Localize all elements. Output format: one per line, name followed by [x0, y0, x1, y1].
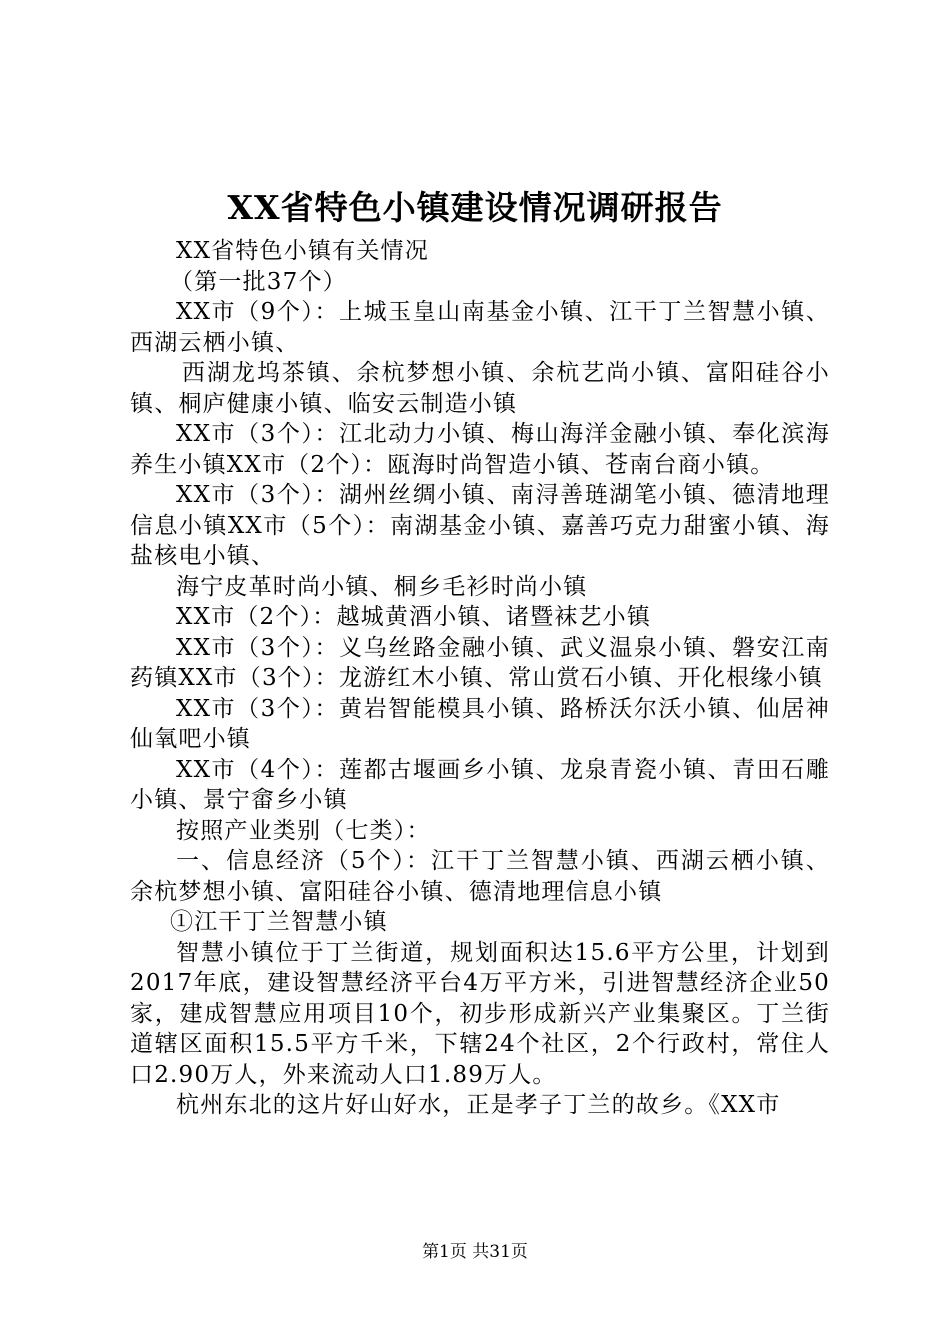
paragraph: XX市（3个）：黄岩智能模具小镇、路桥沃尔沃小镇、仙居神仙氧吧小镇 — [130, 695, 830, 752]
paragraph: （第一批37个） — [170, 268, 347, 295]
paragraph: 西湖龙坞茶镇、余杭梦想小镇、余杭艺尚小镇、富阳硅谷小镇、桐庐健康小镇、临安云制造小镇 — [130, 360, 830, 417]
paragraph: XX市（9个）：上城玉皇山南基金小镇、江干丁兰智慧小镇、西湖云栖小镇、 — [130, 299, 830, 356]
paragraph: 杭州东北的这片好山好水，正是孝子丁兰的故乡。《XX市 — [176, 1092, 781, 1118]
paragraph: XX市（3个）：江北动力小镇、梅山海洋金融小镇、奉化滨海养生小镇XX市（2个）：瓯海时尚智造小镇、苍南台商小镇。 — [130, 421, 830, 478]
paragraph: 按照产业类别（七类）： — [176, 817, 431, 844]
document-title: XX省特色小镇建设情况调研报告 — [227, 188, 723, 227]
paragraph: XX市（4个）：莲都古堰画乡小镇、龙泉青瓷小镇、青田石雕小镇、景宁畲乡小镇 — [130, 756, 830, 813]
document-body — [130, 236, 830, 1121]
paragraph: XX市（3个）：义乌丝路金融小镇、武义温泉小镇、磐安江南药镇XX市（3个）：龙游红木小镇、常山赏石小镇、开化根缘小镇 — [130, 634, 830, 691]
paragraph: 海宁皮革时尚小镇、桐乡毛衫时尚小镇 — [176, 573, 588, 600]
paragraph: 智慧小镇位于丁兰街道，规划面积达15.6平方公里，计划到2017年底，建设智慧经济平台4万平方米，引进智慧经济企业50家，建成智慧应用项目10个，初步形成新兴产业集聚区。丁兰街道辖区面积15.5平方千米，下辖24个社区，2个行政村，常住人口2.90万人，外来流动人口1.89万人。 — [130, 939, 830, 1088]
page-number-footer: 第1页 共31页 — [422, 1242, 528, 1262]
paragraph: ①江干丁兰智慧小镇 — [170, 909, 388, 935]
paragraph: XX市（3个）：湖州丝绸小镇、南浔善琏湖笔小镇、德清地理信息小镇XX市（5个）：南湖基金小镇、嘉善巧克力甜蜜小镇、海盐核电小镇、 — [130, 482, 830, 569]
paragraph: 一、信息经济（5个）：江干丁兰智慧小镇、西湖云栖小镇、余杭梦想小镇、富阳硅谷小镇、德清地理信息小镇 — [130, 848, 830, 905]
paragraph: XX省特色小镇有关情况 — [176, 238, 429, 264]
paragraph: XX市（2个）：越城黄酒小镇、诸暨袜艺小镇 — [176, 604, 652, 630]
